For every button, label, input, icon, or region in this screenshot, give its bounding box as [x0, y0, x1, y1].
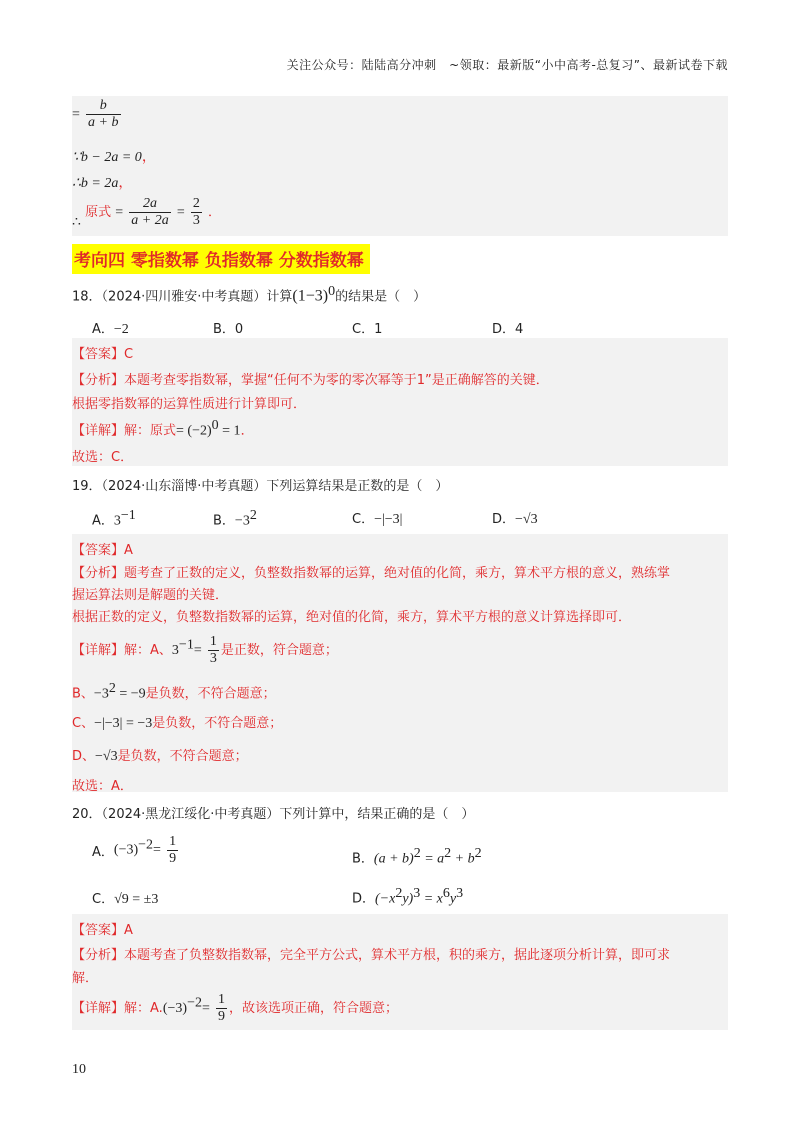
q20-option-a: A．$(-3)^{-2}=$ $\frac{1}{9}$ — [92, 834, 177, 866]
fraction: $\frac{1}{9}$ — [169, 834, 177, 866]
fraction: $\frac{2}{3}$ — [192, 196, 200, 228]
page-number: 10 — [72, 1062, 86, 1077]
q20-option-b: B．$(a + b)^2 = a^2 + b^2$ — [352, 846, 482, 867]
q18-analysis-2: 根据零指数幂的运算性质进行计算即可． — [72, 397, 307, 412]
q20-analysis-2: 解． — [72, 971, 99, 986]
q19-choose: 故选：A． — [72, 779, 133, 794]
prev-eq2: ∵b − 2a = 0， — [72, 150, 156, 165]
q18-option-c: C．1 — [352, 322, 383, 337]
q18-option-a: A．−2 — [92, 322, 129, 337]
prev-eq1: = $\frac{b}{a + b}$ — [72, 98, 119, 130]
q18-detail: 【详解】解：原式= $(-2)^0 = 1$． — [72, 418, 254, 439]
q19-option-d: D．−√3 — [492, 512, 538, 527]
q19-option-c: C．−|−3| — [352, 512, 403, 527]
q20-detail: 【详解】解：$A.(-3)^{-2}=$ $\frac{1}{9}$ ，故该选项正确，符合题意； — [72, 992, 399, 1024]
q19-analysis-2: 握运算法则是解题的关键． — [72, 588, 229, 603]
q19-option-b: B．$-3^2$ — [213, 508, 257, 529]
q19-detail-d: D、−√3是负数，不符合题意； — [72, 749, 248, 764]
q18-stem: 18．（2024·四川雅安·中考真题）计算$(1-3)^0$的结果是（ ） — [72, 284, 427, 305]
q19-answer: 【答案】A — [72, 543, 133, 558]
page-header: 关注公众号：陆陆高分冲刺 ~领取：最新版“小中高考-总复习”、最新试卷下载 — [286, 58, 728, 72]
q18-choose: 故选：C． — [72, 450, 134, 465]
prev-eq4: ∴ 原式 = $\frac{2a}{a + 2a}$ = $\frac{2}{3}$ ． — [72, 196, 222, 230]
q20-option-c: C．√9 = ±3 — [92, 892, 159, 907]
q19-option-a: A．$3^{-1}$ — [92, 508, 136, 529]
q18-analysis: 【分析】本题考查零指数幂，掌握“任何不为零的零次幂等于1”是正确解答的关键． — [72, 373, 549, 388]
fraction: $\frac{b}{a + b}$ — [88, 98, 119, 130]
q19-detail-b: B、$-3^2 = -9$是负数，不符合题意； — [72, 681, 276, 702]
q19-detail-c: C、−|−3| = −3是负数，不符合题意； — [72, 716, 283, 731]
fraction: $\frac{2a}{a + 2a}$ — [131, 196, 169, 228]
q19-detail-a: 【详解】解：A、$3^{-1}=$ $\frac{1}{3}$ 是正数，符合题意； — [72, 634, 338, 666]
prev-eq3: ∴b = 2a， — [72, 176, 133, 191]
q19-stem: 19．（2024·山东淄博·中考真题）下列运算结果是正数的是（ ） — [72, 479, 449, 494]
q18-option-d: D．4 — [492, 322, 524, 337]
q20-option-d: D．$(-x^2y)^3 = x^6y^3$ — [352, 886, 464, 907]
q19-analysis: 【分析】题考查了正数的定义，负整数指数幂的运算，绝对值的化简，乘方，算术平方根的意义，熟练掌 — [72, 566, 671, 581]
q20-analysis: 【分析】本题考查了负整数指数幂，完全平方公式，算术平方根，积的乘方，据此逐项分析计算，即可求 — [72, 948, 671, 963]
fraction: $\frac{1}{3}$ — [209, 634, 217, 666]
fraction: $\frac{1}{9}$ — [218, 992, 226, 1024]
q18-answer: 【答案】C — [72, 347, 134, 362]
q18-option-b: B．0 — [213, 322, 244, 337]
q20-stem: 20．（2024·黑龙江绥化·中考真题）下列计算中，结果正确的是（ ） — [72, 807, 475, 822]
q20-answer: 【答案】A — [72, 923, 133, 938]
section-title: 考向四 零指数幂 负指数幂 分数指数幂 — [72, 244, 370, 274]
q19-analysis-3: 根据正数的定义，负整数指数幂的运算，绝对值的化简，乘方，算术平方根的意义计算选择即可． — [72, 610, 632, 625]
